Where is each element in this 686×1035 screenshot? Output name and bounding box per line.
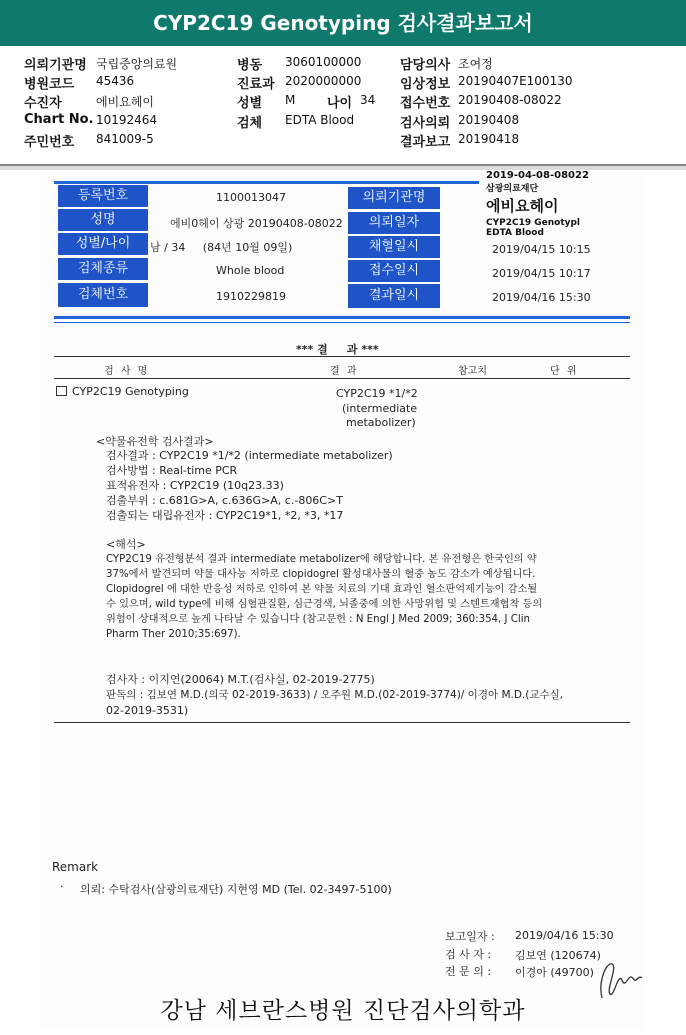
dept-value: 2020000000 xyxy=(285,74,362,88)
interpretation-line-4: 수 있으며, wild type에 비해 심혈관질환, 심근경색, 뇌졸중에 의한 사망위험 및 스텐트재협착 등의 xyxy=(106,599,543,610)
doctor-value: 조여정 xyxy=(458,57,493,71)
institution-label: 의뢰기관명 xyxy=(24,58,87,73)
results-top-rule xyxy=(54,356,630,357)
interpretation-line-3: Clopidogrel 에 대한 반응성 저하로 인하여 본 약물 치료의 기대 효과인 혈소판억제기능이 감소될 xyxy=(106,584,538,595)
label-result: 결과일시 xyxy=(348,284,440,308)
label-request-date: 의뢰일자 xyxy=(348,212,440,234)
interpretation-heading: <해석> xyxy=(106,538,146,551)
signoff-label-specialist: 전 문 의 : xyxy=(445,965,492,978)
results-header-rule xyxy=(54,378,630,379)
clinical-label: 임상정보 xyxy=(400,77,451,92)
info-bottom-rule-thin xyxy=(54,322,630,323)
ssn-value: 841009-5 xyxy=(96,132,154,146)
pharmaco-heading: <약물유전학 검사결과> xyxy=(96,435,214,448)
report-title: CYP2C19 Genotyping 검사결과보고서 xyxy=(0,0,686,46)
sex-value: M xyxy=(285,93,296,107)
info-bottom-rule xyxy=(54,316,630,319)
label-specimen-type: 검체종류 xyxy=(58,258,148,280)
ward-value: 3060100000 xyxy=(285,55,362,69)
patient-value: 에비요헤이 xyxy=(96,95,154,109)
staff-line-1: 검사자 : 이지연(20064) M.T.(검사실, 02-2019-2775) xyxy=(106,673,375,686)
clinical-value: 20190407E100130 xyxy=(458,74,573,88)
sticker-org: 삼광의료재단 xyxy=(486,184,539,194)
age-value: 34 xyxy=(360,93,376,107)
specimen-label: 검체 xyxy=(237,116,263,131)
signoff-value-report: 2019/04/16 15:30 xyxy=(515,929,614,942)
hospital-code-label: 병원코드 xyxy=(24,77,75,92)
results-bottom-rule xyxy=(54,722,630,723)
specimen-value: EDTA Blood xyxy=(285,113,355,127)
label-collection: 채혈일시 xyxy=(348,236,440,258)
signoff-value-tester: 김보연 (120674) xyxy=(515,949,601,962)
top-rule xyxy=(54,181,479,184)
sticker-code: 2019-04-08-08022 xyxy=(486,170,589,181)
request-value: 20190408 xyxy=(458,113,520,127)
row-result-line2: (intermediate xyxy=(342,402,418,415)
value-specimen-type: Whole blood xyxy=(216,264,285,277)
remark-heading: Remark xyxy=(52,860,99,874)
patient-label: 수진자 xyxy=(24,96,62,111)
sex-label: 성별 xyxy=(237,96,263,111)
signoff-label-tester: 검 사 자 : xyxy=(445,948,492,961)
receipt-value: 20190408-08022 xyxy=(458,93,562,107)
receipt-label: 접수번호 xyxy=(400,96,451,111)
interpretation-line-2: 37%에서 발견되며 약물 대사능 저하로 clopidogrel 활성대사물의 혈중 농도 감소가 예상됩니다. xyxy=(106,569,536,580)
label-name: 성명 xyxy=(58,209,148,231)
value-registration: 1100013047 xyxy=(216,191,286,204)
interpretation-line-6: Pharm Ther 2010;35:697). xyxy=(106,629,241,640)
pharmaco-line-4: 검출부위 : c.681G>A, c.636G>A, c.-806C>T xyxy=(106,494,343,507)
results-heading: *** 결 과 *** xyxy=(296,343,379,356)
footer-department: 강남 세브란스병원 진단검사의학과 xyxy=(160,998,526,1024)
signoff-label-report: 보고일자 : xyxy=(445,930,495,943)
patient-header xyxy=(0,52,686,162)
pharmaco-line-2: 검사방법 : Real-time PCR xyxy=(106,464,238,477)
row-test-name: CYP2C19 Genotyping xyxy=(72,385,189,398)
signoff-value-specialist: 이경아 (49700) xyxy=(515,966,594,979)
value-specimen-no: 1910229819 xyxy=(216,290,286,303)
institution-value: 국립중앙의료원 xyxy=(96,57,178,71)
label-registration: 등록번호 xyxy=(58,185,148,207)
staff-line-3: 02-2019-3531) xyxy=(106,704,189,717)
scanned-report xyxy=(40,172,644,1030)
pharmaco-line-5: 검출되는 대립유전자 : CYP2C19*1, *2, *3, *17 xyxy=(106,509,344,522)
label-specimen-no: 검체번호 xyxy=(58,283,148,307)
hospital-code-value: 45436 xyxy=(96,74,135,88)
interpretation-line-5: 위험이 상대적으로 높게 나타날 수 있습니다 (참고문헌 : N Engl J Med 2009; 360:354, J Clin xyxy=(106,614,530,625)
row-result-line1: CYP2C19 *1/*2 xyxy=(336,387,418,400)
label-receipt: 접수일시 xyxy=(348,260,440,282)
value-name: 에비0헤이 상광 20190408-08022 xyxy=(170,217,343,230)
label-sex-age: 성별/나이 xyxy=(58,233,148,255)
pharmaco-line-1: 검사결과 : CYP2C19 *1/*2 (intermediate metabolizer) xyxy=(106,449,393,462)
col-unit: 단 위 xyxy=(550,366,579,377)
age-label: 나이 xyxy=(327,96,353,111)
dept-label: 진료과 xyxy=(237,77,275,92)
value-collection: 2019/04/15 10:15 xyxy=(492,243,591,256)
request-label: 검사의뢰 xyxy=(400,116,451,131)
row-result-line3: metabolizer) xyxy=(346,416,416,429)
col-reference: 참고치 xyxy=(458,366,487,377)
specimen-sticker xyxy=(486,170,636,238)
sticker-name: 에비요헤이 xyxy=(486,197,559,215)
remark-text: 의뢰: 수탁검사(삼광의료재단) 지현영 MD (Tel. 02-3497-5100) xyxy=(80,883,392,896)
row-box-icon xyxy=(56,386,67,396)
staff-line-2: 판독의 : 김보연 M.D.(의국 02-2019-3633) / 오주원 M.D.(02-2019-3774)/ 이경아 M.D.(교수실, xyxy=(106,689,564,701)
doctor-label: 담당의사 xyxy=(400,58,451,73)
pharmaco-line-3: 표적유전자 : CYP2C19 (10q23.33) xyxy=(106,479,284,492)
interpretation-line-1: CYP2C19 유전형분석 결과 intermediate metabolizer에 해당합니다. 본 유전형은 한국인의 약 xyxy=(106,554,537,565)
chart-label: Chart No. xyxy=(24,112,94,127)
col-result: 결 과 xyxy=(330,366,359,377)
report-date-value: 20190418 xyxy=(458,132,520,146)
label-institution: 의뢰기관명 xyxy=(348,187,440,209)
sticker-test: CYP2C19 Genotypl xyxy=(486,218,581,228)
report-date-label: 결과보고 xyxy=(400,135,451,150)
value-sex-age: 남 / 34 (84년 10월 09일) xyxy=(150,241,293,254)
value-receipt: 2019/04/15 10:17 xyxy=(492,267,591,280)
sticker-specimen: EDTA Blood xyxy=(486,228,544,238)
value-result: 2019/04/16 15:30 xyxy=(492,291,591,304)
ssn-label: 주민번호 xyxy=(24,135,75,150)
col-test-name: 검 사 명 xyxy=(104,366,150,377)
chart-value: 10192464 xyxy=(96,113,158,127)
remark-bullet: · xyxy=(60,880,64,893)
ward-label: 병동 xyxy=(237,58,263,73)
